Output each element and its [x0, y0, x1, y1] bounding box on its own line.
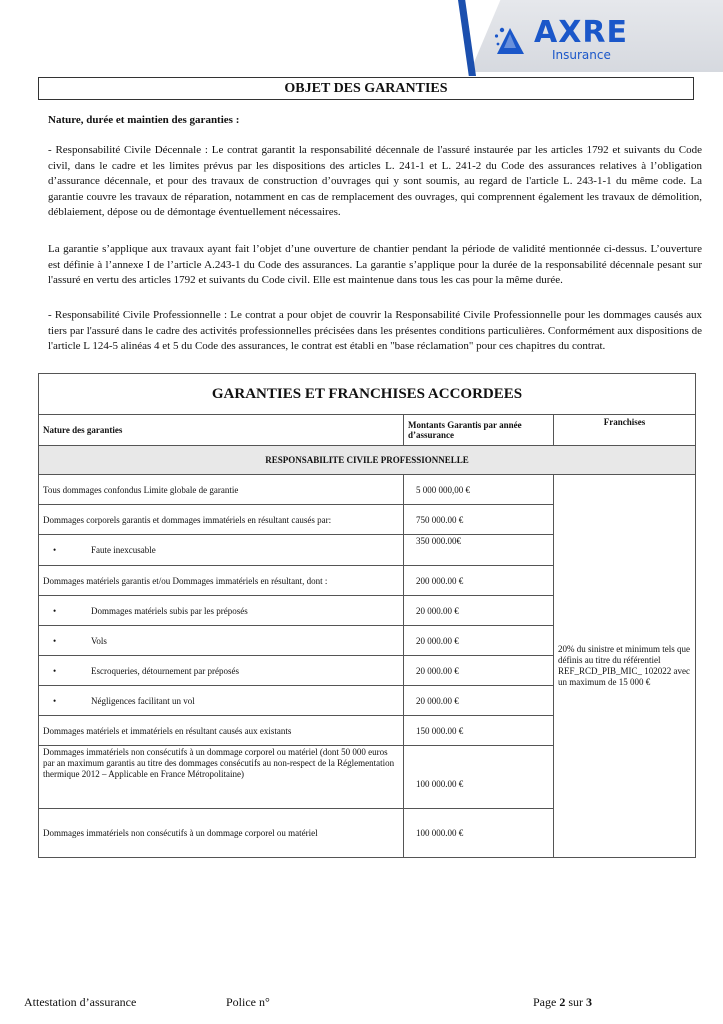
row-amount: 100 000.00 € [404, 809, 554, 858]
paragraph-rc-decennale: - Responsabilité Civile Décennale : Le contrat garantit la responsabilité décennale de l'assuré instaurée par les articles 1792 et suivants du Code civil, dans le cadre et les limites prévus par les dispositions des articles L. 241-1 et L. 241-2 du Code des assurances relatives à l’obligation d’assurance décennale, et pour des travaux de construction d’ouvrages qui y sont soumis, au regard de l'article L. 243-1-1 du même code. La garantie couvre les travaux de réparation, notamment en cas de remplacement des ouvrages, qui comprennent également les travaux de démolition, déblaiement, dépose ou de démontage éventuellement nécessaires. [48, 144, 702, 219]
row-label: Dommages immatériels non consécutifs à un dommage corporel ou matériel [39, 809, 404, 858]
page-label: Page [533, 995, 557, 1009]
table-row [39, 475, 696, 505]
row-label: Dommages matériels garantis et/ou Dommages immatériels en résultant, dont : [39, 566, 404, 596]
bullet-icon: • [53, 545, 57, 555]
row-amount: 20 000.00 € [404, 626, 554, 656]
table-header-row [39, 415, 696, 446]
page-sep: sur [568, 995, 583, 1009]
row-label: Négligences facilitant un vol [91, 695, 195, 706]
section-title: OBJET DES GARANTIES [38, 77, 694, 100]
row-bullet-cell [39, 596, 404, 626]
paragraph-application: La garantie s’applique aux travaux ayant fait l’objet d’une ouverture de chantier pendant la période de validité mentionnée ci-dessus. L’ouverture est définie à l’annexe I de l’article A.243-1 du Code des assurances. La garantie s’applique pour la durée de la responsabilité décennale pesant sur l'assuré en vertu des articles 1792 et suivants du Code civil. Elle est maintenue dans tous les cas pour la même durée. [48, 243, 702, 287]
logo-triangle-icon [494, 22, 530, 56]
table-title: GARANTIES ET FRANCHISES ACCORDEES [39, 374, 696, 415]
section-label: RESPONSABILITE CIVILE PROFESSIONNELLE [39, 446, 696, 475]
brand-subtitle: Insurance [552, 48, 611, 62]
brand-name: AXRE [534, 15, 628, 50]
row-label: Dommages immatériels non consécutifs à un dommage corporel ou matériel (dont 50 000 euros par an maximum garantis au titre des dommages consécutifs au non-respect de la Réglementation thermique 2012 – Applicable en France Métropolitaine) [39, 746, 404, 809]
footer-page-indicator [533, 995, 592, 1010]
footer-policy-number: Police n° [226, 995, 270, 1009]
brand-logo [494, 16, 634, 64]
row-label: Vols [91, 635, 107, 646]
row-amount: 20 000.00 € [404, 686, 554, 716]
bullet-icon: • [53, 665, 57, 676]
row-amount: 200 000.00 € [404, 566, 554, 596]
page-current: 2 [559, 995, 566, 1009]
row-amount: 5 000 000,00 € [404, 475, 554, 505]
row-label: Dommages matériels subis par les préposés [91, 605, 248, 616]
paragraph-rc-professionnelle: - Responsabilité Civile Professionnelle : Le contrat a pour objet de couvrir la Responsabilité Civile Professionnelle pour les dommages causés aux tiers par l'assuré dans le cadre des activités professionnelles précisées dans les présentes conditions particulières. Conformément aux dispositions de l'article L 124-5 alinéas 4 et 5 du Code des assurances, le contrat est établi en "base réclamation" pour ces chapitres du contrat. [48, 309, 702, 353]
header-montants: Montants Garantis par année d’assurance [404, 415, 554, 446]
bullet-icon: • [53, 605, 57, 616]
row-amount: 100 000.00 € [404, 746, 554, 809]
row-bullet-cell [39, 656, 404, 686]
section-row [39, 446, 696, 475]
bullet-icon: • [53, 695, 57, 706]
header-nature: Nature des garanties [39, 415, 404, 446]
franchise-cell: 20% du sinistre et minimum tels que définis au titre du référentiel REF_RCD_PIB_MIC_ 102022 avec un maximum de 15 000 € [554, 475, 696, 858]
row-bullet-cell [39, 535, 404, 566]
header-franchises: Franchises [554, 415, 696, 446]
bullet-icon: • [53, 635, 57, 646]
row-amount: 150 000.00 € [404, 716, 554, 746]
row-bullet-cell [39, 686, 404, 716]
row-amount: 20 000.00 € [404, 596, 554, 626]
row-bullet-cell [39, 626, 404, 656]
row-label: Escroqueries, détournement par préposés [91, 665, 239, 676]
row-label: Faute inexcusable [91, 545, 156, 555]
row-amount: 350 000.00€ [404, 535, 554, 566]
row-label: Dommages matériels et immatériels en résultant causés aux existants [39, 716, 404, 746]
page-total: 3 [586, 995, 592, 1009]
row-amount: 20 000.00 € [404, 656, 554, 686]
row-label: Tous dommages confondus Limite globale de garantie [39, 475, 404, 505]
table-title-row [39, 374, 696, 415]
subheading: Nature, durée et maintien des garanties : [48, 114, 240, 126]
row-amount: 750 000.00 € [404, 505, 554, 535]
footer-document-title: Attestation d’assurance [24, 995, 137, 1009]
header-accent-band [458, 0, 476, 76]
guarantees-table [38, 373, 696, 858]
row-label: Dommages corporels garantis et dommages immatériels en résultant causés par: [39, 505, 404, 535]
